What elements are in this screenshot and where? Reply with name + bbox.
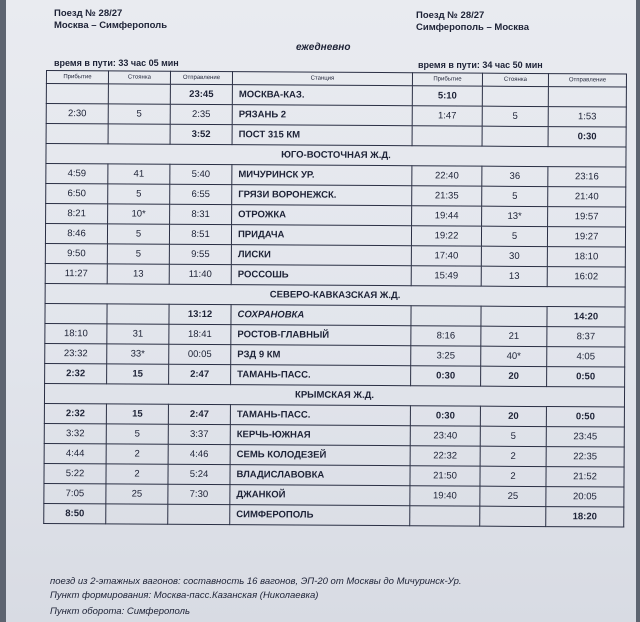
- timetable-sheet: [6, 0, 636, 622]
- station-name-cell: СОХРАНОВКА: [231, 305, 411, 326]
- departure-cell: 2:35: [170, 104, 232, 124]
- station-name-cell: СЕМЬ КОЛОДЕЗЕЙ: [230, 445, 410, 466]
- return-arrival-cell: 22:40: [412, 166, 482, 186]
- departure-cell: 13:12: [169, 304, 231, 324]
- return-departure-cell: 8:37: [547, 327, 625, 347]
- railway-section-label: КРЫМСКАЯ Ж.Д.: [44, 383, 624, 407]
- column-header: Отправление: [548, 74, 626, 87]
- station-name-cell: СИМФЕРОПОЛЬ: [230, 505, 410, 526]
- travel-time-right: время в пути: 34 час 50 мин: [418, 60, 543, 70]
- departure-cell: 2:47: [168, 404, 230, 424]
- return-arrival-cell: 21:35: [412, 186, 482, 206]
- arrival-cell: 3:32: [44, 423, 106, 443]
- timetable-body: [44, 84, 627, 528]
- return-stop-duration-cell: 40*: [481, 346, 547, 366]
- travel-time-left: время в пути: 33 час 05 мин: [54, 58, 179, 68]
- departure-cell: 11:40: [169, 264, 231, 284]
- return-stop-duration-cell: 20: [481, 366, 547, 386]
- departure-cell: 5:40: [170, 164, 232, 184]
- station-name-cell: МОСКВА-КАЗ.: [232, 85, 412, 106]
- schedule-frequency: ежедневно: [296, 42, 351, 53]
- route-left: Москва – Симферополь: [54, 20, 168, 31]
- arrival-cell: 11:27: [45, 263, 107, 283]
- return-stop-duration-cell: 5: [481, 226, 547, 246]
- note-formation-point: Пункт формирования: Москва-пасс.Казанская (Николаевка): [50, 590, 319, 601]
- timetable: [43, 70, 627, 528]
- return-departure-cell: 16:02: [547, 267, 625, 287]
- return-departure-cell: 23:16: [548, 167, 626, 187]
- departure-cell: 18:41: [169, 324, 231, 344]
- column-header: Станция: [232, 72, 412, 86]
- arrival-cell: 7:05: [44, 483, 106, 503]
- departure-cell: 3:37: [168, 424, 230, 444]
- arrival-cell: 8:46: [45, 224, 107, 244]
- return-arrival-cell: 1:47: [412, 106, 482, 126]
- return-stop-duration-cell: 5: [482, 106, 548, 126]
- stop-duration-cell: 13: [107, 264, 169, 284]
- departure-cell: 5:24: [168, 464, 230, 484]
- station-name-cell: КЕРЧЬ-ЮЖНАЯ: [230, 425, 410, 446]
- return-departure-cell: 18:20: [546, 507, 624, 527]
- return-arrival-cell: 5:10: [412, 86, 482, 106]
- station-name-cell: РОСТОВ-ГЛАВНЫЙ: [231, 325, 411, 346]
- stop-duration-cell: 2: [106, 464, 168, 484]
- return-arrival-cell: 21:50: [410, 466, 480, 486]
- train-number-left: Поезд № 28/27: [54, 8, 123, 19]
- arrival-cell: 5:22: [44, 463, 106, 483]
- departure-cell: 4:46: [168, 444, 230, 464]
- stop-duration-cell: [106, 504, 168, 524]
- departure-cell: 7:30: [168, 484, 230, 504]
- return-arrival-cell: 19:40: [410, 486, 480, 506]
- route-right: Симферополь – Москва: [416, 22, 530, 33]
- station-name-cell: РЗД 9 КМ: [231, 345, 411, 366]
- return-stop-duration-cell: 25: [480, 486, 546, 506]
- arrival-cell: 2:32: [45, 363, 107, 383]
- return-departure-cell: 19:27: [547, 227, 625, 247]
- return-arrival-cell: [410, 506, 480, 526]
- stop-duration-cell: 33*: [107, 344, 169, 364]
- stop-duration-cell: 25: [106, 484, 168, 504]
- return-stop-duration-cell: 36: [482, 166, 548, 186]
- arrival-cell: 4:59: [46, 164, 108, 184]
- column-header: Прибытие: [46, 71, 108, 84]
- arrival-cell: 23:32: [45, 343, 107, 363]
- arrival-cell: [45, 303, 107, 323]
- return-departure-cell: 4:05: [547, 347, 625, 367]
- return-stop-duration-cell: [481, 306, 547, 326]
- return-departure-cell: 0:50: [547, 367, 625, 387]
- return-departure-cell: 23:45: [546, 427, 624, 447]
- stop-duration-cell: 5: [107, 224, 169, 244]
- stop-duration-cell: [108, 84, 170, 104]
- arrival-cell: 18:10: [45, 323, 107, 343]
- return-stop-duration-cell: [482, 126, 548, 146]
- return-arrival-cell: 22:32: [410, 446, 480, 466]
- return-stop-duration-cell: 13: [481, 266, 547, 286]
- station-name-cell: РЯЗАНЬ 2: [232, 105, 412, 126]
- railway-section-label: СЕВЕРО-КАВКАЗСКАЯ Ж.Д.: [45, 283, 625, 307]
- arrival-cell: 9:50: [45, 243, 107, 263]
- return-arrival-cell: [411, 306, 481, 326]
- arrival-cell: 8:50: [44, 503, 106, 523]
- return-arrival-cell: [412, 126, 482, 146]
- return-departure-cell: 0:30: [548, 127, 626, 147]
- departure-cell: 8:31: [170, 204, 232, 224]
- header-left: [54, 8, 167, 32]
- arrival-cell: [46, 84, 108, 104]
- return-arrival-cell: 19:22: [411, 226, 481, 246]
- return-departure-cell: 21:40: [548, 187, 626, 207]
- column-header: Прибытие: [412, 73, 482, 86]
- station-name-cell: ОТРОЖКА: [232, 205, 412, 226]
- return-arrival-cell: 19:44: [412, 206, 482, 226]
- return-arrival-cell: 17:40: [411, 246, 481, 266]
- return-stop-duration-cell: 20: [480, 406, 546, 426]
- stop-duration-cell: [107, 304, 169, 324]
- station-name-cell: ПРИДАЧА: [231, 225, 411, 246]
- railway-section-label: ЮГО-ВОСТОЧНАЯ Ж.Д.: [46, 144, 626, 168]
- return-departure-cell: 22:35: [546, 447, 624, 467]
- return-stop-duration-cell: 2: [480, 466, 546, 486]
- return-stop-duration-cell: 5: [482, 186, 548, 206]
- stop-duration-cell: 41: [108, 164, 170, 184]
- arrival-cell: [46, 124, 108, 144]
- station-name-cell: РОССОШЬ: [231, 265, 411, 286]
- column-header: Стоянка: [108, 71, 170, 84]
- header-right: [416, 10, 529, 34]
- stop-duration-cell: 5: [107, 244, 169, 264]
- return-departure-cell: 21:52: [546, 467, 624, 487]
- column-header: Отправление: [170, 71, 232, 84]
- return-departure-cell: 18:10: [547, 247, 625, 267]
- return-stop-duration-cell: 30: [481, 246, 547, 266]
- note-turnaround-point: Пункт оборота: Симферополь: [50, 606, 190, 617]
- departure-cell: 3:52: [170, 124, 232, 144]
- return-stop-duration-cell: 5: [480, 426, 546, 446]
- departure-cell: 6:55: [170, 184, 232, 204]
- departure-cell: 8:51: [169, 224, 231, 244]
- stop-duration-cell: 31: [107, 324, 169, 344]
- return-arrival-cell: 3:25: [411, 346, 481, 366]
- return-arrival-cell: 0:30: [411, 366, 481, 386]
- note-train-composition: поезд из 2-этажных вагонов: составность 16 вагонов, ЭП-20 от Москвы до Мичуринск-Ур.: [50, 576, 462, 587]
- return-stop-duration-cell: [482, 86, 548, 106]
- column-header: Стоянка: [482, 73, 548, 86]
- departure-cell: 9:55: [169, 244, 231, 264]
- return-departure-cell: 19:57: [548, 207, 626, 227]
- stop-duration-cell: [108, 124, 170, 144]
- return-departure-cell: 1:53: [548, 107, 626, 127]
- return-stop-duration-cell: 2: [480, 446, 546, 466]
- departure-cell: [168, 504, 230, 524]
- stop-duration-cell: 5: [108, 104, 170, 124]
- stop-duration-cell: 15: [106, 404, 168, 424]
- station-name-cell: ВЛАДИСЛАВОВКА: [230, 465, 410, 486]
- return-arrival-cell: 0:30: [410, 406, 480, 426]
- return-stop-duration-cell: [480, 506, 546, 526]
- return-stop-duration-cell: 13*: [482, 206, 548, 226]
- return-departure-cell: 0:50: [546, 407, 624, 427]
- arrival-cell: 2:32: [44, 403, 106, 423]
- station-row: [44, 503, 624, 527]
- departure-cell: 23:45: [170, 84, 232, 104]
- arrival-cell: 4:44: [44, 443, 106, 463]
- station-name-cell: ЛИСКИ: [231, 245, 411, 266]
- station-name-cell: ТАМАНЬ-ПАСС.: [231, 365, 411, 386]
- return-arrival-cell: 15:49: [411, 266, 481, 286]
- arrival-cell: 6:50: [46, 184, 108, 204]
- arrival-cell: 2:30: [46, 104, 108, 124]
- return-departure-cell: 20:05: [546, 487, 624, 507]
- stop-duration-cell: 2: [106, 444, 168, 464]
- station-name-cell: ПОСТ 315 КМ: [232, 125, 412, 146]
- station-name-cell: ГРЯЗИ ВОРОНЕЖСК.: [232, 185, 412, 206]
- stop-duration-cell: 5: [106, 424, 168, 444]
- departure-cell: 2:47: [169, 364, 231, 384]
- train-number-right: Поезд № 28/27: [416, 10, 485, 21]
- station-name-cell: МИЧУРИНСК УР.: [232, 165, 412, 186]
- return-arrival-cell: 23:40: [410, 426, 480, 446]
- return-departure-cell: [548, 87, 626, 107]
- stop-duration-cell: 10*: [108, 204, 170, 224]
- return-stop-duration-cell: 21: [481, 326, 547, 346]
- arrival-cell: 8:21: [46, 204, 108, 224]
- return-arrival-cell: 8:16: [411, 326, 481, 346]
- departure-cell: 00:05: [169, 344, 231, 364]
- station-name-cell: ДЖАНКОЙ: [230, 485, 410, 506]
- return-departure-cell: 14:20: [547, 307, 625, 327]
- stop-duration-cell: 15: [107, 364, 169, 384]
- station-name-cell: ТАМАНЬ-ПАСС.: [230, 405, 410, 426]
- stop-duration-cell: 5: [108, 184, 170, 204]
